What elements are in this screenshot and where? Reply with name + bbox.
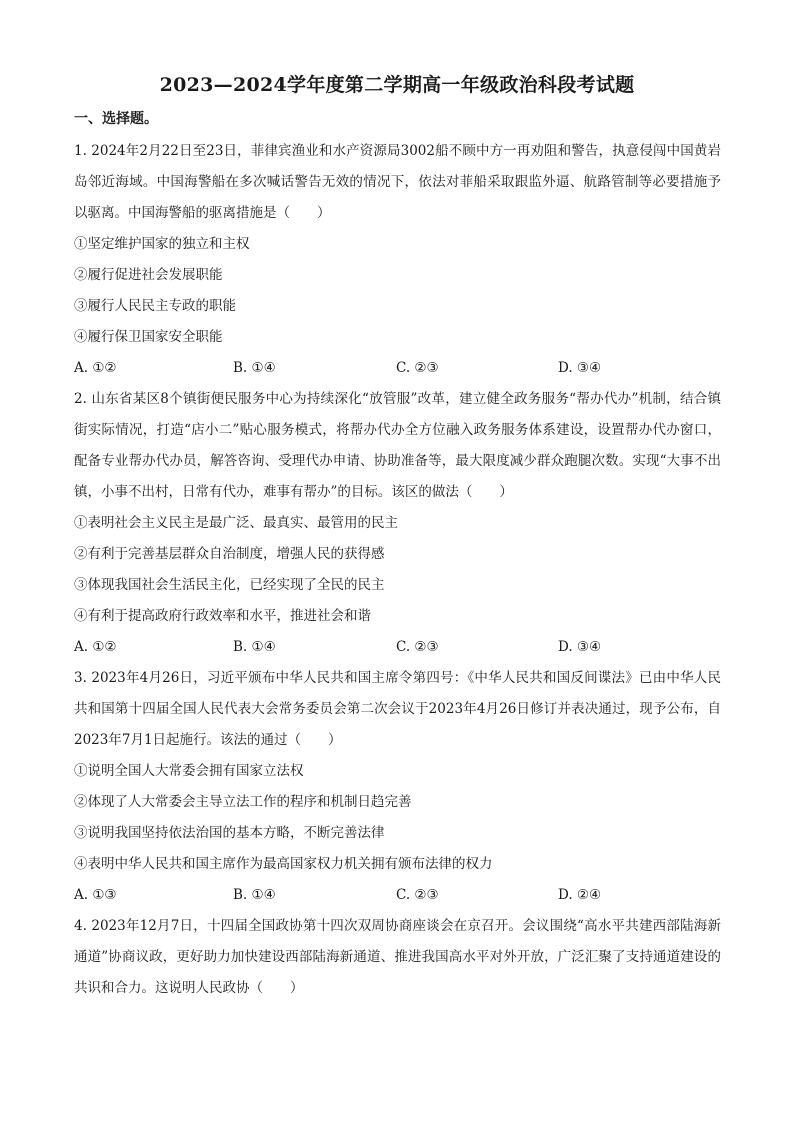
section-heading: 一、选择题。 bbox=[74, 111, 158, 127]
option-b: B. ①④ bbox=[233, 360, 276, 376]
question-2 bbox=[74, 384, 721, 663]
statement-item: ④表明中华人民共和国主席作为最高国家权力机关拥有颁布法律的权力 bbox=[74, 856, 493, 872]
statement-item: ③体现我国社会生活民主化，已经实现了全民的民主 bbox=[74, 577, 385, 593]
option-a: A. ①③ bbox=[74, 887, 117, 903]
option-a: A. ①② bbox=[74, 360, 117, 376]
statement-item: ②有利于完善基层群众自治制度，增强人民的获得感 bbox=[74, 546, 385, 562]
question-stem: 2. 山东省某区8个镇街便民服务中心为持续深化“放管服”改革，建立健全政务服务“帮办代办”机制，结合镇街实际情况，打造“店小二”贴心服务模式，将帮办代办全方位融入政务服务体系建设，设置帮办代办窗口，配备专业帮办代办员，解答咨询、受理代办申请、协助准备等，最大限度减少群众跑腿次数。实现“大事不出镇，小事不出村，日常有代办，难事有帮办”的目标。该区的做法（ ） bbox=[74, 391, 721, 500]
answer-options bbox=[74, 632, 721, 663]
question-3 bbox=[74, 663, 721, 911]
option-d: D. ③④ bbox=[558, 639, 602, 655]
question-stem: 1. 2024年2月22日至23日，菲律宾渔业和水产资源局3002船不顾中方一再劝阻和警告，执意侵闯中国黄岩岛邻近海域。中国海警船在多次喊话警告无效的情况下，依法对菲船采取跟监外逼、航路管制等必要措施予以驱离。中国海警船的驱离措施是（ ） bbox=[74, 143, 721, 221]
option-d: D. ②④ bbox=[558, 887, 602, 903]
option-b: B. ①④ bbox=[233, 887, 276, 903]
option-d: D. ③④ bbox=[558, 360, 602, 376]
option-c: C. ②③ bbox=[396, 360, 439, 376]
question-stem: 4. 2023年12月7日，十四届全国政协第十四次双周协商座谈会在京召开。会议围绕“高水平共建西部陆海新通道”协商议政，更好助力加快建设西部陆海新通道、推进我国高水平对外开放，广泛汇聚了支持通道建设的共识和合力。这说明人民政协（ ） bbox=[74, 918, 721, 996]
option-b: B. ①④ bbox=[233, 639, 276, 655]
statement-item: ①说明全国人大常委会拥有国家立法权 bbox=[74, 763, 304, 779]
statement-item: ④有利于提高政府行政效率和水平，推进社会和谐 bbox=[74, 608, 371, 624]
question-4 bbox=[74, 911, 721, 1004]
statement-item: ③说明我国坚持依法治国的基本方略，不断完善法律 bbox=[74, 825, 385, 841]
answer-options bbox=[74, 353, 721, 384]
statement-item: ①坚定维护国家的独立和主权 bbox=[74, 236, 250, 252]
option-c: C. ②③ bbox=[396, 639, 439, 655]
question-stem: 3. 2023年4月26日，习近平颁布中华人民共和国主席令第四号：《中华人民共和国反间谍法》已由中华人民共和国第十四届全国人民代表大会常务委员会第二次会议于2023年4月26日修订并表决通过，现予公布，自2023年7月1日起施行。该法的通过（ ） bbox=[74, 670, 721, 748]
option-a: A. ①② bbox=[74, 639, 117, 655]
statement-item: ④履行保卫国家安全职能 bbox=[74, 329, 223, 345]
option-c: C. ②③ bbox=[396, 887, 439, 903]
question-1 bbox=[74, 136, 721, 384]
statement-item: ③履行人民民主专政的职能 bbox=[74, 298, 236, 314]
question-list bbox=[74, 136, 721, 1004]
answer-options bbox=[74, 880, 721, 911]
statement-item: ①表明社会主义民主是最广泛、最真实、最管用的民主 bbox=[74, 515, 398, 531]
statement-item: ②履行促进社会发展职能 bbox=[74, 267, 223, 283]
statement-item: ②体现了人大常委会主导立法工作的程序和机制日趋完善 bbox=[74, 794, 412, 810]
page-title: 2023—2024学年度第二学期高一年级政治科段考试题 bbox=[159, 74, 635, 96]
